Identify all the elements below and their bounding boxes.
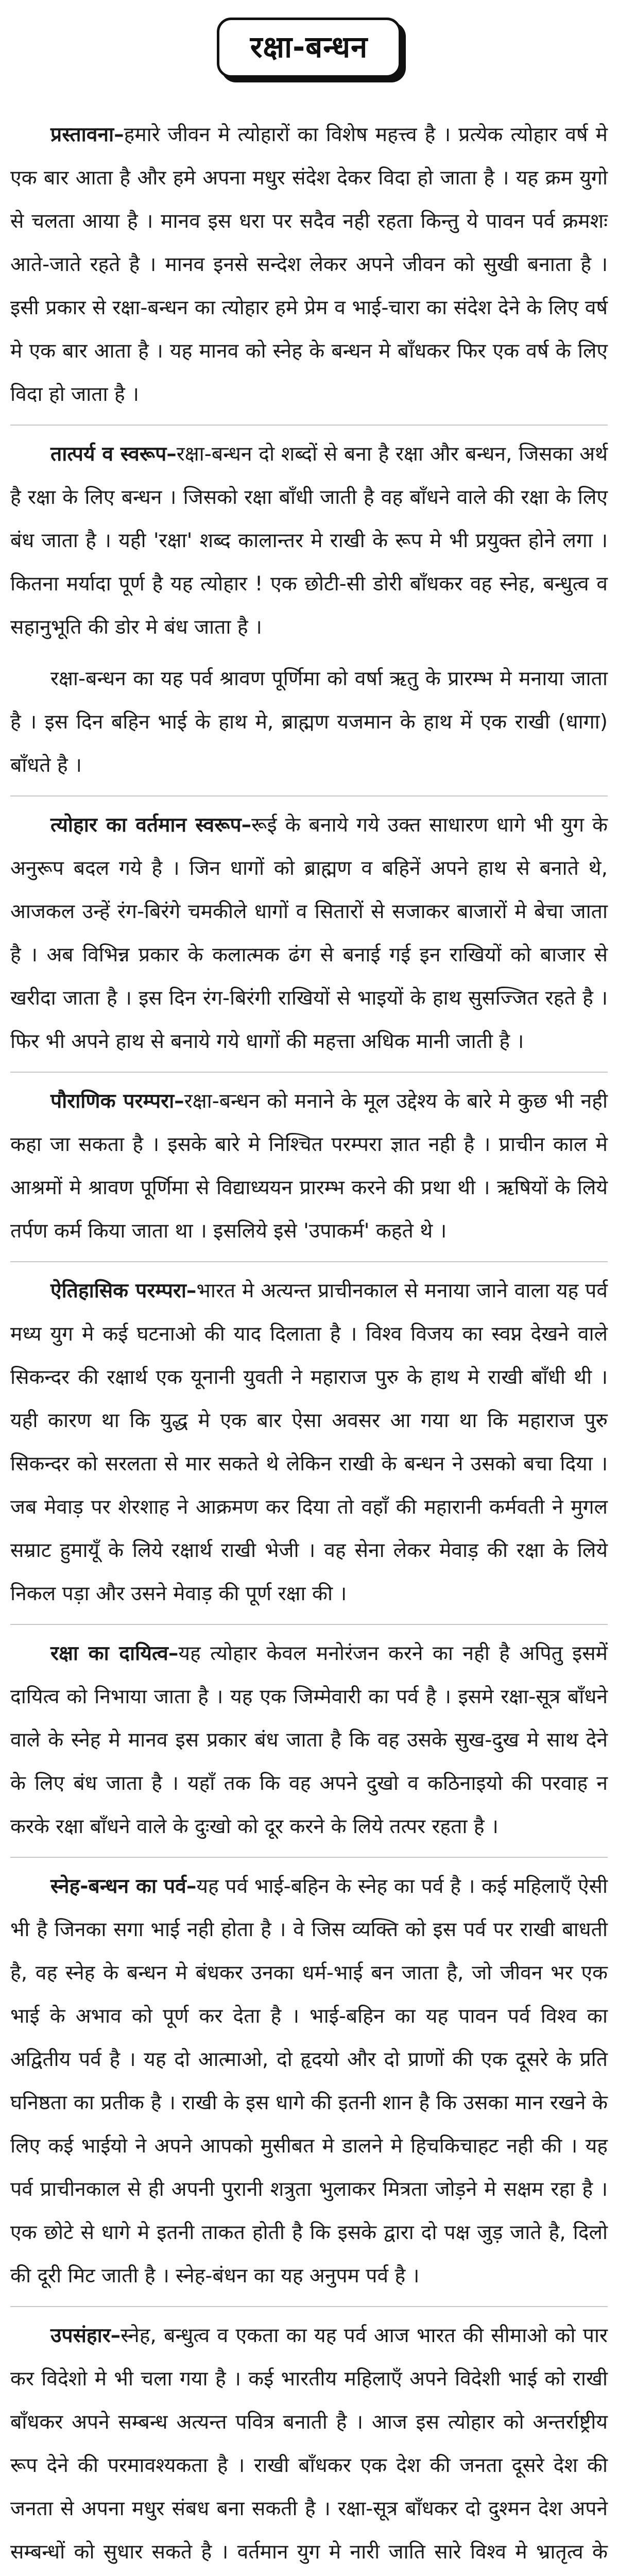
divider — [10, 795, 608, 796]
divider — [10, 1072, 608, 1073]
paragraph-text: स्नेह, बन्धुत्व व एकता का यह पर्व आज भारत की सीमाओ को पार कर विदेशो मे भी चला गया है । कई भारतीय महिलाएँ अपने विदेशी भाई को राखी बाँधकर अपने सम्बन्ध अत्यन्त पवित्र बनाती है । आज इस त्योहार को अन्तर्राष्ट्रीय रूप देने की परमावश्यकता है । राखी बाँधकर एक देश की जनता दूसरे देश की जनता से अपना मधुर संबध बना सकती है । रक्षा-सूत्र बाँधकर दो दुश्मन देश अपने सम्बन्धों को सुधार सकते है । वर्तमान युग मे नारी जाति सारे विश्व मे भ्रातृत्व के — [10, 2324, 608, 2564]
paragraph-historical-tradition — [10, 1269, 608, 1616]
paragraph-introduction — [10, 113, 608, 416]
paragraph-celebration — [10, 657, 608, 787]
paragraph-heading: रक्षा का दायित्व– — [50, 1642, 179, 1665]
paragraph-meaning — [10, 433, 608, 649]
paragraph-text: रक्षा-बन्धन दो शब्दों से बना है रक्षा और बन्धन, जिसका अर्थ है रक्षा के लिए बन्धन । जिसको रक्षा बाँधी जाती है वह बाँधने वाले की रक्षा के लिए बंध जाता है । यही 'रक्षा' शब्द कालान्तर मे राखी के रूप मे भी प्रयुक्त होने लगा । कितना मर्यादा पूर्ण है यह त्योहार ! एक छोटी-सी डोरी बाँधकर वह स्नेह, बन्धुत्व व सहानुभूति की डोर मे बंध जाता है । — [10, 443, 608, 639]
paragraph-duty-of-protection — [10, 1632, 608, 1849]
paragraph-heading: प्रस्तावना– — [50, 123, 124, 146]
paragraph-heading: त्योहार का वर्तमान स्वरूप– — [50, 814, 252, 837]
paragraph-text: यह पर्व भाई-बहिन के स्नेह का पर्व है । कई महिलाएँ ऐसी भी है जिनका सगा भाई नही होता है । वे जिस व्यक्ति को इस पर्व पर राखी बाधती है, वह स्नेह के बन्धन मे बंधकर उनका धर्म-भाई बन जाता है, जो जीवन भर एक भाई के अभाव को पूर्ण कर देता है । भाई-बहिन का यह पावन पर्व विश्व का अद्वितीय पर्व है । यह दो आत्माओ, दो हृदयो और दो प्राणों की एक दूसरे के प्रति घनिष्ठता का प्रतीक है । राखी के इस धागे की इतनी शान है कि उसका मान रखने के लिए कई भाईयो ने अपने आपको मुसीबत मे डालने मे हिचकिचाहट नही की । यह पर्व प्राचीनकाल से ही अपनी पुरानी शत्रुता भुलाकर मित्रता जोड़ने मे सक्षम रहा है । एक छोटे से धागे मे इतनी ताकत होती है कि इसके द्वारा दो पक्ष जुड़ जाते है, दिलो की दूरी मिट जाती है । स्नेह-बंधन का यह अनुपम पर्व है । — [10, 1875, 608, 2287]
paragraph-text: रक्षा-बन्धन का यह पर्व श्रावण पूर्णिमा को वर्षा ऋतु के प्रारम्भ मे मनाया जाता है । इस दिन बहिन भाई के हाथ मे, ब्राह्मण यजमान के हाथ में एक राखी (धागा) बाँधते है । — [10, 667, 608, 777]
essay-body — [10, 113, 608, 2576]
paragraph-text: भारत मे अत्यन्त प्राचीनकाल से मनाया जाने वाला यह पर्व मध्य युग मे कई घटनाओ की याद दिलाता है । विश्व विजय का स्वप्न देखने वाले सिकन्दर की रक्षार्थ एक यूनानी युवती ने महाराज पुरु के हाथ मे राखी बाँधी थी । यही कारण था कि युद्ध मे एक बार ऐसा अवसर आ गया था कि महाराज पुरु सिकन्दर को सरलता से मार सकते थे लेकिन राखी के बन्धन ने उसको बचा दिया । जब मेवाड़ पर शेरशाह ने आक्रमण कर दिया तो वहाँ की महारानी कर्मवती ने मुगल सम्राट हुमायूँ के लिये रक्षार्थ राखी भेजी । वह सेना लेकर मेवाड़ की रक्षा के लिये निकल पड़ा और उसने मेवाड़ की पूर्ण रक्षा की । — [10, 1279, 608, 1605]
paragraph-text: हमारे जीवन मे त्योहारों का विशेष महत्त्व है । प्रत्येक त्योहार वर्ष मे एक बार आता है और हमे अपना मधुर संदेश देकर विदा हो जाता है । यह क्रम युगो से चलता आया है । मानव इस धरा पर सदैव नही रहता किन्तु ये पावन पर्व क्रमशः आते-जाते रहते है । मानव इनसे सन्देश लेकर अपने जीवन को सुखी बनाता है । इसी प्रकार से रक्षा-बन्धन का त्योहार हमे प्रेम व भाई-चारा का संदेश देने के लिए वर्ष मे एक बार आता है । यह मानव को स्नेह के बन्धन मे बाँधकर फिर एक वर्ष के लिए विदा हो जाता है । — [10, 123, 608, 406]
divider — [10, 1857, 608, 1858]
paragraph-heading: पौराणिक परम्परा– — [50, 1090, 184, 1113]
title-banner — [0, 18, 618, 78]
paragraph-mythological-tradition — [10, 1080, 608, 1253]
page-title: रक्षा-बन्धन — [250, 29, 368, 64]
divider — [10, 2306, 608, 2307]
paragraph-heading: स्नेह-बन्धन का पर्व– — [50, 1875, 197, 1898]
paragraph-heading: उपसंहार– — [50, 2324, 121, 2347]
paragraph-text: यह त्योहार केवल मनोरंजन करने का नही है अपितु इसमें दायित्व को निभाया जाता है । यह एक जिम्मेवारी का पर्व है । इसमे रक्षा-सूत्र बाँधने वाले के स्नेह मे मानव इस प्रकार बंध जाता है कि वह उसके सुख-दुख मे साथ देने के लिए बंध जाता है । यहाँ तक कि वह अपने दुखो व कठिनाइयो की परवाह न करके रक्षा बाँधने वाले के दुःखो को दूर करने के लिये तत्पर रहता है । — [10, 1642, 608, 1838]
paragraph-conclusion — [10, 2314, 608, 2576]
title-box — [217, 18, 401, 78]
divider — [10, 1624, 608, 1625]
paragraph-heading: ऐतिहासिक परम्परा– — [50, 1279, 197, 1302]
divider — [10, 425, 608, 426]
paragraph-text: रक्षा-बन्धन को मनाने के मूल उद्देश्य के बारे मे कुछ भी नही कहा जा सकता है । इसके बारे मे निश्चित परम्परा ज्ञात नही है । प्राचीन काल मे आश्रमों मे श्रावण पूर्णिमा से विद्याध्ययन प्रारम्भ करने की प्रथा थी । ऋषियों के लिये तर्पण कर्म किया जाता था । इसलिये इसे 'उपाकर्म' कहते थे । — [10, 1090, 608, 1243]
divider — [10, 1261, 608, 1262]
paragraph-bond-of-affection — [10, 1865, 608, 2298]
paragraph-present-form — [10, 804, 608, 1063]
paragraph-text: रूई के बनाये गये उक्त साधारण धागे भी युग के अनुरूप बदल गये है । जिन धागों को ब्राह्मण व बहिनें अपने हाथ से बनाते थे, आजकल उन्हें रंग-बिरंगे चमकीले धागों व सितारों से सजाकर बाजारों मे बेचा जाता है । अब विभिन्न प्रकार के कलात्मक ढंग से बनाई गई इन राखियों को बाजार से खरीदा जाता है । इस दिन रंग-बिरंगी राखियों से भाइयों के हाथ सुसज्जित रहते है । फिर भी अपने हाथ से बनाये गये धागों की महत्ता अधिक मानी जाती है । — [10, 814, 608, 1053]
paragraph-heading: तात्पर्य व स्वरूप– — [50, 443, 177, 466]
